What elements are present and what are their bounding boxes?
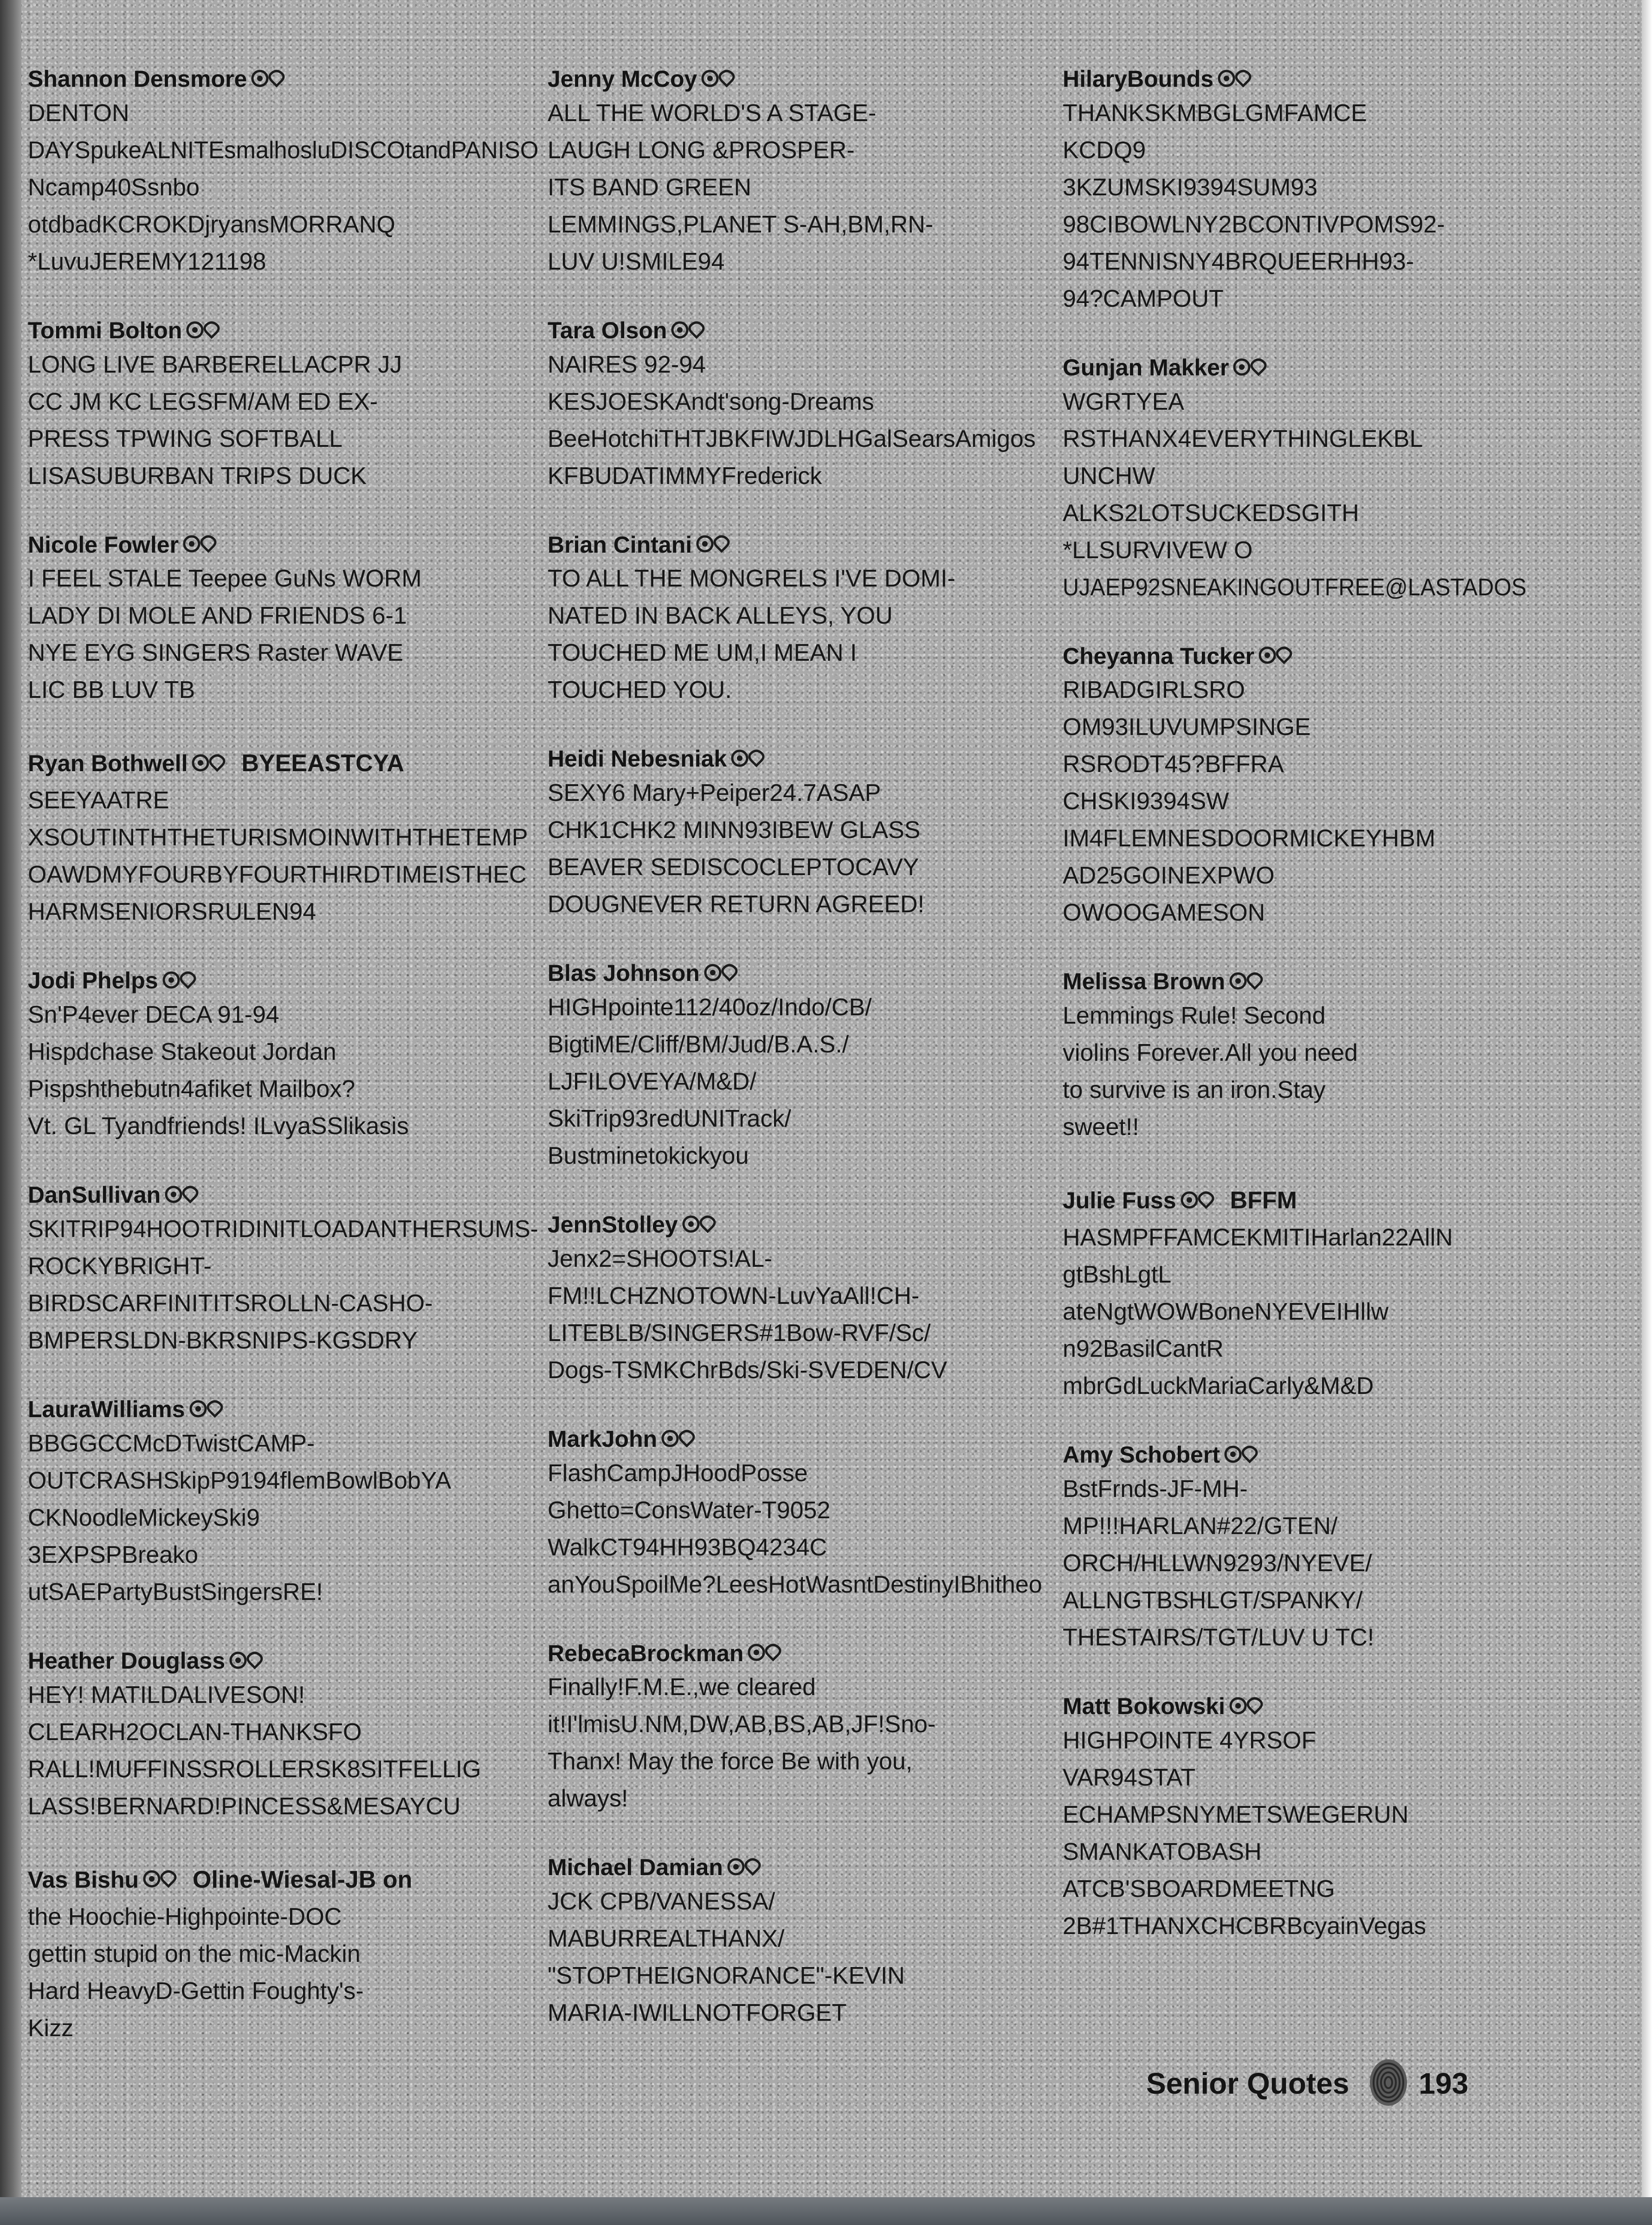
handshake-hearts-icon [682, 1212, 719, 1240]
senior-quote [548, 1240, 1058, 1389]
quote-line: LONG LIVE BARBERELLACPR JJ [28, 351, 402, 378]
senior-name: Nicole Fowler [28, 531, 179, 558]
quote-line: ALL THE WORLD'S A STAGE- [548, 99, 877, 127]
quote-entry [28, 1395, 538, 1611]
handshake-hearts-icon [1180, 1188, 1217, 1216]
quote-entry [28, 1181, 538, 1359]
quote-line: 94TENNISNY4BRQUEERHH93- [1063, 248, 1414, 275]
quote-line: SEEYAATRE [28, 787, 169, 814]
quote-line: SEXY6 Mary+Peiper24.7ASAP [548, 780, 881, 807]
quote-line: AD25GOINEXPWO [1063, 862, 1275, 890]
quote-entry [548, 316, 1058, 495]
quote-line: Lemmings Rule! Second [1063, 1002, 1326, 1030]
senior-quote [548, 346, 1058, 495]
quote-line: HEY! MATILDALIVESON! [28, 1681, 305, 1709]
quote-line: 3EXPSPBreako [28, 1541, 199, 1568]
senior-name: Brian Cintani [548, 531, 692, 558]
senior-name: JennStolley [548, 1211, 678, 1238]
handshake-hearts-icon [1217, 67, 1254, 95]
quote-line: MABURREALTHANX/ [548, 1925, 785, 1953]
quote-line: Bustminetokickyou [548, 1142, 749, 1169]
quote-line: Finally!F.M.E.,we cleared [548, 1674, 816, 1701]
quote-line: ROCKYBRIGHT- [28, 1252, 212, 1280]
page-footer [1146, 2060, 1468, 2107]
quote-entry [548, 1211, 1058, 1389]
quote-line: CHSKI9394SW [1063, 788, 1229, 815]
quote-line: OM93ILUVUMPSINGE [1063, 714, 1311, 741]
quote-line: OAWDMYFOURBYFOURTHIRDTIMEISTHEC [28, 861, 527, 889]
quote-entry [28, 65, 538, 280]
quote-line: Ncamp40Ssnbo [28, 174, 200, 201]
senior-name-line [28, 1181, 538, 1211]
quote-line: 98CIBOWLNY2BCONTIVPOMS92- [1063, 211, 1445, 238]
handshake-hearts-icon [182, 532, 219, 560]
senior-name-line [28, 1647, 538, 1677]
quote-entry [548, 745, 1058, 923]
senior-name: Melissa Brown [1063, 968, 1226, 995]
senior-name-line [548, 745, 1058, 774]
senior-name-line [28, 65, 538, 95]
book-cover-edge [0, 2197, 1652, 2225]
quote-line: KCDQ9 [1063, 136, 1146, 164]
handshake-hearts-icon [1224, 1443, 1261, 1470]
quote-line: UNCHW [1063, 462, 1155, 490]
senior-name-line [28, 316, 538, 346]
quote-line: "STOPTHEIGNORANCE"-KEVIN [548, 1962, 905, 1990]
senior-name: Tommi Bolton [28, 317, 182, 343]
senior-quote [548, 989, 1058, 1174]
quote-line: RSTHANX4EVERYTHINGLEKBL [1063, 425, 1423, 452]
senior-name: LauraWilliams [28, 1396, 185, 1422]
senior-quote [28, 1425, 538, 1611]
quote-line: it!I'lmisU.NM,DW,AB,BS,AB,JF!Sno- [548, 1711, 936, 1738]
quote-line: KFBUDATIMMYFrederick [548, 462, 822, 490]
quote-line: DOUGNEVER RETURN AGREED! [548, 891, 924, 918]
senior-name-line [28, 745, 538, 782]
quote-line: SKITRIP94HOOTRIDINITLOADANTHERSUMS- [28, 1215, 538, 1243]
quote-line: JCK CPB/VANESSA/ [548, 1888, 775, 1915]
senior-name: Heidi Nebesniak [548, 746, 727, 772]
handshake-hearts-icon [671, 318, 708, 346]
quote-line: LUV U!SMILE94 [548, 248, 725, 275]
quote-line: DENTON [28, 99, 129, 127]
senior-name: Gunjan Makker [1063, 354, 1229, 381]
quote-line: ITS BAND GREEN [548, 174, 752, 201]
quote-line: CHK1CHK2 MINN93IBEW GLASS [548, 817, 921, 844]
quote-line: OWOOGAMESON [1063, 899, 1265, 927]
quote-entry [548, 1425, 1058, 1603]
quote-line: ATCB'SBOARDMEETNG [1063, 1875, 1335, 1903]
senior-quote [1063, 671, 1527, 931]
senior-name-line [548, 959, 1058, 989]
quote-line: 3KZUMSKI9394SUM93 [1063, 174, 1318, 201]
senior-quote [1063, 95, 1527, 317]
quote-line: CKNoodleMickeySki9 [28, 1504, 260, 1531]
quote-entry [548, 959, 1058, 1174]
quote-line: LASS!BERNARD!PINCESS&MESAYCU [28, 1793, 461, 1820]
quote-line: LEMMINGS,PLANET S-AH,BM,RN- [548, 211, 934, 238]
quote-line: BstFrnds-JF-MH- [1063, 1475, 1248, 1503]
quote-line: OUTCRASHSkipP9194flemBowlBobYA [28, 1467, 452, 1494]
senior-name-line [28, 1861, 538, 1898]
quote-line: MP!!!HARLAN#22/GTEN/ [1063, 1512, 1338, 1540]
senior-name-line [1063, 642, 1527, 672]
quote-line: Ghetto=ConsWater-T9052 [548, 1496, 831, 1524]
handshake-hearts-icon [747, 1641, 784, 1669]
senior-name-line [1063, 1692, 1527, 1722]
handshake-hearts-icon [1233, 355, 1270, 383]
senior-quote [28, 1677, 538, 1825]
quote-line: ORCH/HLLWN9293/NYEVE/ [1063, 1549, 1372, 1577]
quote-line: BigtiME/Cliff/BM/Jud/B.A.S./ [548, 1031, 849, 1058]
quote-entry [1063, 642, 1527, 932]
quote-line: Hard HeavyD-Gettin Foughty's- [28, 1977, 364, 2005]
senior-name-line [1063, 354, 1527, 383]
senior-quote [28, 346, 538, 495]
quote-line: LAUGH LONG &PROSPER- [548, 136, 855, 164]
handshake-hearts-icon [1258, 644, 1295, 671]
quote-line: KESJOESKAndt'song-Dreams [548, 388, 874, 415]
handshake-hearts-icon [696, 532, 733, 560]
handshake-hearts-icon [727, 1855, 764, 1883]
senior-name: MarkJohn [548, 1425, 658, 1452]
quote-column-3 [1063, 65, 1527, 1981]
quote-line: CC JM KC LEGSFM/AM ED EX- [28, 388, 378, 415]
quote-line: WalkCT94HH93BQ4234C [548, 1534, 827, 1561]
quote-line: PRESS TPWING SOFTBALL [28, 425, 343, 452]
senior-name: Julie Fuss [1063, 1187, 1176, 1214]
quote-line: MARIA-IWILLNOTFORGET [548, 1999, 847, 2027]
senior-name: Vas Bishu [28, 1866, 139, 1893]
quote-line: Kizz [28, 2014, 74, 2042]
quote-line: LITEBLB/SINGERS#1Bow-RVF/Sc/ [548, 1319, 931, 1347]
senior-name: Amy Schobert [1063, 1442, 1220, 1468]
quote-line: n92BasilCantR [1063, 1335, 1224, 1363]
senior-quote [548, 95, 1058, 280]
senior-name: Shannon Densmore [28, 66, 247, 92]
handshake-hearts-icon [142, 1867, 180, 1895]
quote-entry [28, 316, 538, 495]
senior-name-line [548, 1425, 1058, 1455]
quote-line: ateNgtWOWBoneNYEVEIHllw [1063, 1298, 1389, 1326]
senior-quote [548, 774, 1058, 923]
senior-name-line [548, 1639, 1058, 1669]
quote-line: otdbadKCROKDjryansMORRANQ [28, 211, 395, 238]
senior-quote [1063, 1470, 1527, 1656]
senior-name-line [548, 65, 1058, 95]
quote-line: LIC BB LUV TB [28, 677, 195, 704]
quote-column-1 [28, 65, 538, 2083]
quote-line: to survive is an iron.Stay [1063, 1077, 1326, 1104]
senior-quote [28, 1211, 538, 1359]
senior-name: Jenny McCoy [548, 66, 697, 92]
quote-start: Oline-Wiesal-JB on [193, 1866, 413, 1893]
section-title: Senior Quotes [1146, 2067, 1349, 2100]
handshake-hearts-icon [661, 1427, 698, 1455]
handshake-hearts-icon [191, 751, 228, 779]
quote-entry [1063, 1182, 1527, 1405]
handshake-hearts-icon [701, 67, 738, 95]
quote-line: BIRDSCARFINITITSROLLN-CASHO- [28, 1290, 433, 1317]
senior-name: DanSullivan [28, 1182, 161, 1208]
quote-entry [1063, 967, 1527, 1146]
senior-name: Michael Damian [548, 1854, 723, 1881]
senior-quote [1063, 997, 1527, 1146]
senior-name-line [548, 531, 1058, 561]
quote-line: BeeHotchiTHTJBKFIWJDLHGalSearsAmigos [548, 425, 1036, 452]
senior-quote [28, 996, 538, 1145]
handshake-hearts-icon [703, 961, 741, 989]
quote-column-2 [548, 65, 1058, 2068]
senior-name-line [28, 531, 538, 561]
quote-line: IM4FLEMNESDOORMICKEYHBM [1063, 825, 1436, 852]
senior-quote [1063, 1219, 1527, 1405]
quote-line: CLEARH2OCLAN-THANKSFO [28, 1718, 362, 1746]
quote-line: ALLNGTBSHLGT/SPANKY/ [1063, 1587, 1363, 1614]
quote-line: NYE EYG SINGERS Raster WAVE [28, 639, 404, 667]
senior-quote [28, 782, 538, 930]
quote-line: THESTAIRS/TGT/LUV U TC! [1063, 1624, 1375, 1651]
quote-line: XSOUTINTHTHETURISMOINWITHTHETEMP [28, 824, 528, 851]
quote-line: *LuvuJEREMY121198 [28, 248, 266, 275]
senior-name: Ryan Bothwell [28, 750, 188, 777]
senior-name: Heather Douglass [28, 1647, 226, 1674]
senior-name-line [28, 967, 538, 996]
quote-line: Hispdchase Stakeout Jordan [28, 1038, 336, 1066]
quote-entry [1063, 65, 1527, 317]
quote-entry [1063, 1441, 1527, 1656]
senior-quote [28, 95, 538, 280]
senior-quote [1063, 1722, 1527, 1945]
senior-name: Matt Bokowski [1063, 1693, 1226, 1719]
senior-name: Jodi Phelps [28, 967, 158, 994]
senior-name: Cheyanna Tucker [1063, 643, 1255, 669]
quote-line: HASMPFFAMCEKMITIHarlan22AllN [1063, 1224, 1453, 1251]
quote-line: THANKSKMBGLGMFAMCE [1063, 99, 1367, 127]
quote-line: HARMSENIORSRULEN94 [28, 898, 316, 926]
quote-line: utSAEPartyBustSingersRE! [28, 1578, 323, 1606]
quote-line: LADY DI MOLE AND FRIENDS 6-1 [28, 602, 407, 630]
quote-line: Thanx! May the force Be with you, [548, 1748, 913, 1775]
quote-line: Jenx2=SHOOTS!AL- [548, 1245, 773, 1272]
quote-line: mbrGdLuckMariaCarly&M&D [1063, 1373, 1374, 1400]
senior-name: HilaryBounds [1063, 66, 1214, 92]
quote-line: HIGHPOINTE 4YRSOF [1063, 1727, 1316, 1754]
quote-line: DAYSpukeALNITEsmalhosluDISCOtandPANISO [28, 136, 539, 164]
quote-start: BFFM [1230, 1187, 1297, 1214]
handshake-hearts-icon [229, 1649, 266, 1677]
quote-entry [548, 65, 1058, 280]
quote-line: sweet!! [1063, 1114, 1139, 1141]
quote-line: Vt. GL Tyandfriends! ILvyaSSlikasis [28, 1113, 409, 1140]
quote-line: TO ALL THE MONGRELS I'VE DOMI- [548, 565, 955, 593]
senior-name-line [548, 1211, 1058, 1240]
quote-line: LJFILOVEYA/M&D/ [548, 1068, 756, 1095]
handshake-hearts-icon [189, 1397, 226, 1425]
quote-line: violins Forever.All you need [1063, 1039, 1358, 1067]
senior-quote [548, 1455, 1058, 1603]
quote-line: WGRTYEA [1063, 388, 1184, 415]
quote-line: BEAVER SEDISCOCLEPTOCAVY [548, 854, 919, 881]
quote-line: UJAEP92SNEAKINGOUTFREE@LASTADOS [1063, 574, 1527, 601]
quote-line: anYouSpoilMe?LeesHotWasntDestinyIBhitheo [548, 1571, 1042, 1598]
quote-line: FM!!LCHZNOTOWN-LuvYaAll!CH- [548, 1282, 920, 1309]
senior-name-line [1063, 1182, 1527, 1219]
quote-entry [28, 745, 538, 930]
quote-line: BBGGCCMcDTwistCAMP- [28, 1430, 315, 1457]
page-edge [1642, 0, 1652, 2225]
senior-quote [28, 1898, 538, 2047]
thumbprint-icon [1368, 2057, 1409, 2110]
quote-line: BMPERSLDN-BKRSNIPS-KGSDRY [28, 1327, 418, 1354]
senior-name: RebecaBrockman [548, 1640, 744, 1666]
quote-line: RALL!MUFFINSSROLLERSK8SITFELLIG [28, 1755, 481, 1783]
senior-quote [548, 1669, 1058, 1817]
senior-quote [548, 560, 1058, 709]
senior-quote [1063, 383, 1527, 606]
quote-line: HIGHpointe112/40oz/Indo/CB/ [548, 993, 872, 1021]
quote-line: gettin stupid on the mic-Mackin [28, 1940, 361, 1967]
quote-line: always! [548, 1785, 628, 1812]
senior-quote [28, 560, 538, 709]
senior-name: Blas Johnson [548, 960, 700, 987]
quote-line: NATED IN BACK ALLEYS, YOU [548, 602, 893, 630]
quote-line: TOUCHED ME UM,I MEAN I [548, 639, 857, 667]
quote-entry [28, 531, 538, 709]
quote-entry [28, 1647, 538, 1825]
quote-line: VAR94STAT [1063, 1764, 1196, 1791]
senior-name-line [1063, 967, 1527, 997]
quote-line: LISASUBURBAN TRIPS DUCK [28, 462, 367, 490]
quote-line: Sn'P4ever DECA 91-94 [28, 1001, 279, 1029]
quote-line: gtBshLgtL [1063, 1261, 1172, 1289]
quote-line: RSRODT45?BFFRA [1063, 751, 1284, 778]
quote-line: *LLSURVIVEW O [1063, 536, 1253, 564]
quote-line: SMANKATOBASH [1063, 1838, 1262, 1865]
senior-name-line [548, 316, 1058, 346]
quote-entry [28, 1861, 538, 2047]
quote-line: FlashCampJHoodPosse [548, 1459, 808, 1487]
quote-line: SkiTrip93redUNITrack/ [548, 1105, 791, 1132]
senior-name-line [28, 1395, 538, 1425]
quote-entry [548, 1853, 1058, 2032]
quote-line: TOUCHED YOU. [548, 677, 732, 704]
quote-line: Dogs-TSMKChrBds/Ski-SVEDEN/CV [548, 1356, 948, 1384]
handshake-hearts-icon [162, 968, 199, 996]
senior-name-line [1063, 1441, 1527, 1470]
quote-line: 94?CAMPOUT [1063, 285, 1224, 312]
senior-name: Tara Olson [548, 317, 667, 343]
quote-line: NAIRES 92-94 [548, 351, 706, 378]
handshake-hearts-icon [164, 1183, 201, 1211]
quote-entry [1063, 1692, 1527, 1945]
quote-line: the Hoochie-Highpointe-DOC [28, 1903, 342, 1930]
senior-name-line [548, 1853, 1058, 1883]
handshake-hearts-icon [186, 318, 223, 346]
quote-line: RIBADGIRLSRO [1063, 677, 1245, 704]
quote-line: Pispshthebutn4afiket Mailbox? [28, 1076, 355, 1103]
handshake-hearts-icon [1229, 969, 1266, 997]
quote-line: I FEEL STALE Teepee GuNs WORM [28, 565, 422, 593]
quote-line: ECHAMPSNYMETSWEGERUN [1063, 1801, 1409, 1828]
book-spine-shadow [0, 0, 21, 2225]
quote-entry [28, 967, 538, 1145]
senior-quote [548, 1883, 1058, 2032]
quote-entry [548, 1639, 1058, 1818]
handshake-hearts-icon [1229, 1694, 1266, 1722]
quote-entry [548, 531, 1058, 709]
handshake-hearts-icon [251, 67, 288, 95]
quote-line: ALKS2LOTSUCKEDSGITH [1063, 499, 1359, 527]
quote-entry [1063, 354, 1527, 606]
page-number: 193 [1419, 2067, 1469, 2100]
handshake-hearts-icon [730, 747, 768, 774]
quote-line: 2B#1THANXCHCBRBcyainVegas [1063, 1912, 1426, 1940]
senior-name-line [1063, 65, 1527, 95]
quote-start: BYEEASTCYA [241, 750, 405, 777]
